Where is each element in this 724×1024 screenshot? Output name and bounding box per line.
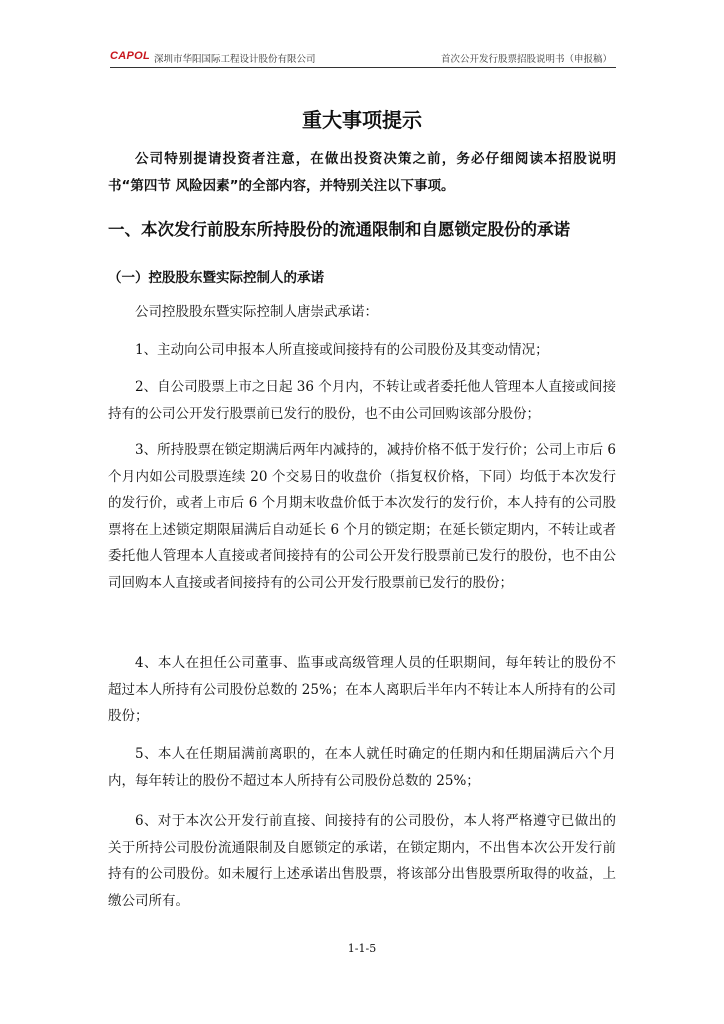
capol-logo: CAPOL — [110, 50, 150, 62]
list-item: 6、对于本次公开发行前直接、间接持有的公司股份，本人将严格遵守已做出的关于所持公司股份流通限制及自愿锁定的承诺，在锁定期内，不出售本次公开发行前持有的公司股份。如未履行上述承诺出售股票，将该部分出售股票所取得的收益，上缴公司所有。 — [108, 813, 616, 909]
list-item: 5、本人在任期届满前离职的，在本人就任时确定的任期内和任期届满后六个月内，每年转让的股份不超过本人所持有公司股份总数的 25%； — [108, 746, 616, 789]
list-item: 2、自公司股票上市之日起 36 个月内，不转让或者委托他人管理本人直接或间接持有的公司公开发行股票前已发行的股份，也不由公司回购该部分股份； — [108, 379, 616, 422]
document-title: 首次公开发行股票招股说明书（申报稿） — [440, 54, 612, 65]
subsection-heading: （一）控股股东暨实际控制人的承诺 — [108, 270, 324, 286]
lead-paragraph: 公司控股股东暨实际控制人唐崇武承诺： — [135, 304, 378, 320]
list-item: 3、所持股票在锁定期满后两年内减持的，减持价格不低于发行价；公司上市后 6 个月内如公司股票连续 20 个交易日的收盘价（指复权价格，下同）均低于本次发行的发行价，或者上市后 6 个月期末收盘价低于本次发行的发行价，本人持有的公司股票将在上述锁定期限届满后自动延长 6 个月的锁定期；在延长锁定期内，不转让或者委托他人管理本人直接或者间接持有的公司公开发行股票前已发行的股份，也不由公司回购本人直接或者间接持有的公司公开发行股票前已发行的股份； — [108, 442, 616, 591]
page-title: 重大事项提示 — [302, 108, 422, 132]
intro-paragraph: 公司特别提请投资者注意，在做出投资决策之前，务必仔细阅读本招股说明书“第四节 风险因素”的全部内容，并特别关注以下事项。 — [108, 151, 616, 194]
page-header — [110, 47, 616, 68]
page-number: 1-1-5 — [347, 942, 377, 955]
list-item: 4、本人在担任公司董事、监事或高级管理人员的任职期间，每年转让的股份不超过本人所持有公司股份总数的 25%；在本人离职后半年内不转让本人所持有的公司股份； — [108, 655, 616, 724]
list-item: 1、主动向公司申报本人所直接或间接持有的公司股份及其变动情况； — [135, 342, 549, 358]
company-name: 深圳市华阳国际工程设计股份有限公司 — [154, 54, 316, 65]
section-heading: 一、本次发行前股东所持股份的流通限制和自愿锁定股份的承诺 — [108, 220, 570, 239]
